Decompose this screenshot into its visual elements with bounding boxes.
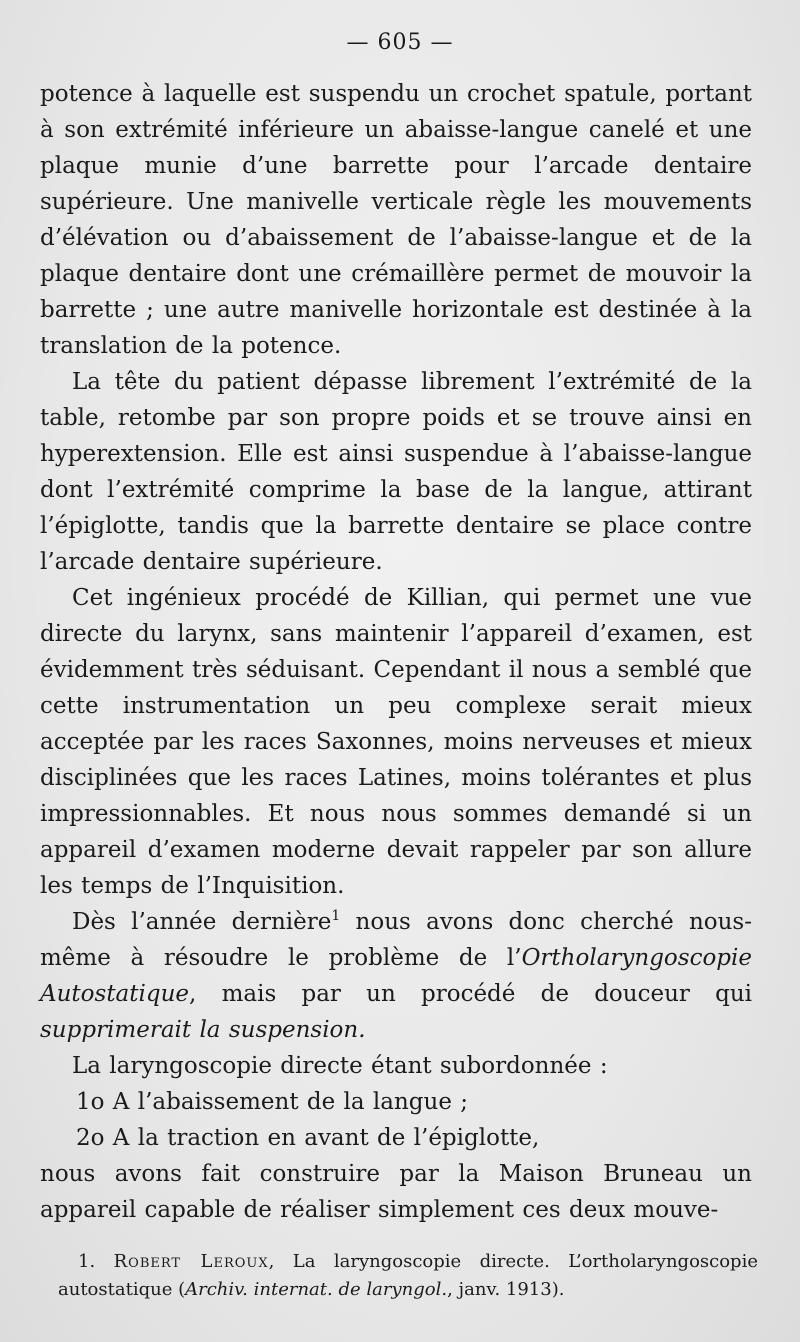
footnote-journal: Archiv. internat. de laryngol.	[185, 1279, 448, 1300]
footnote-text-b: , janv. 1913).	[447, 1279, 565, 1300]
paragraph-2: La tête du patient dépasse librement l’extrémité de la table, retombe par son propre poids et se trouve ainsi en hyperextension. Elle est ainsi suspendue à l’abaisse-langue dont l’extrémité comprime la base de la langue, attirant l’épiglotte, tandis que la barrette dentaire se place contre l’arcade dentaire supérieure.	[40, 369, 752, 575]
paragraph-5: La laryngoscopie directe étant subordonnée :	[72, 1053, 608, 1079]
paragraph-8: nous avons fait construire par la Maison Bruneau un appareil capable de réaliser simplement ces deux mouve-	[40, 1161, 752, 1223]
paragraph-4-start: Dès l’année dernière	[72, 909, 332, 935]
paragraph-3: Cet ingénieux procédé de Killian, qui permet une vue directe du larynx, sans maintenir l’appareil d’examen, est évidemment très séduisant. Cependant il nous a semblé que cette instrumentation un peu complexe serait mieux acceptée par les races Saxonnes, moins nerveuses et mieux disciplinées que les races Latines, moins tolérantes et plus impressionnables. Et nous nous sommes demandé si un appareil d’examen moderne devait rappeler par son allure les temps de l’Inquisition.	[40, 585, 752, 899]
footnote-number: 1.	[78, 1251, 96, 1272]
phrase-suppression: supprimerait la suspension.	[40, 1017, 366, 1043]
paragraph-4-mid: nous avons donc cherché nous-même à résoudre le problème de l’	[40, 909, 753, 971]
paragraph-4-cont: , mais par un procédé de douceur qui	[189, 981, 752, 1007]
footnote	[58, 1248, 758, 1304]
page-number: — 605 —	[346, 30, 454, 55]
footnote-ref: 1	[331, 908, 341, 924]
paragraph-4	[40, 904, 752, 1048]
list-item-1: 1o A l’abaissement de la langue ;	[76, 1089, 469, 1115]
footnote-text-a: , La laryngoscopie directe. L’ortholaryngoscopie autostatique (	[58, 1251, 758, 1300]
term-ortholaryngoscopie: Ortholaryngoscopie Autostatique	[40, 945, 752, 1007]
paragraph-1: potence à laquelle est suspendu un crochet spatule, portant à son extrémité inférieure un abaisse-langue canelé et une plaque munie d’une barrette pour l’arcade dentaire supérieure. Une manivelle verticale règle les mouvements d’élévation ou d’abaissement de l’abaisse-langue et de la plaque dentaire dont une crémaillère permet de mouvoir la barrette ; une autre manivelle horizontale est destinée à la translation de la potence.	[40, 81, 752, 359]
footnote-author: Robert Leroux	[113, 1251, 269, 1272]
list-item-2: 2o A la traction en avant de l’épiglotte,	[76, 1125, 540, 1151]
body-text	[40, 76, 752, 1228]
